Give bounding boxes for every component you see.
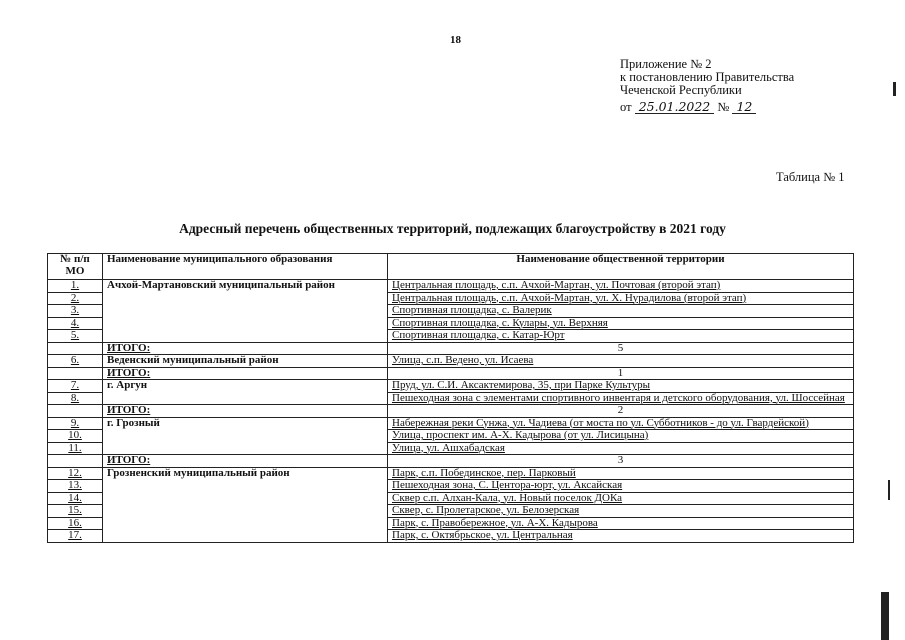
territory-cell: Спортивная площадка, с. Катар-Юрт [388,330,854,343]
total-count: 2 [388,405,854,418]
row-number: 16. [48,517,103,530]
territory-cell: Центральная площадь, с.п. Ачхой-Мартан, ул. Х. Нурадилова (второй этап) [388,292,854,305]
territory-cell: Парк, с. Правобережное, ул. А-Х. Кадырова [388,517,854,530]
total-label: ИТОГО: [103,367,388,380]
row-number: 2. [48,292,103,305]
appendix-line-1: Приложение № 2 [620,57,712,71]
municipality-cell: Веденский муниципальный район [103,355,388,368]
municipality-cell: г. Аргун [103,380,388,405]
appendix-date-line [620,100,794,114]
appendix-line-3: Чеченской Республики [620,83,742,97]
territory-cell: Спортивная площадка, с. Валерик [388,305,854,318]
municipality-cell: Ачхой-Мартановский муниципальный район [103,280,388,343]
date-prefix: от [620,100,632,114]
territory-cell: Сквер с.п. Алхан-Кала, ул. Новый поселок ДОКа [388,492,854,505]
total-empty-cell [48,367,103,380]
territory-cell: Парк, с. Октябрьское, ул. Центральная [388,530,854,543]
table-row [48,467,854,480]
total-label: ИТОГО: [103,455,388,468]
total-label: ИТОГО: [103,405,388,418]
territory-cell: Парк, с.п. Побединское, пер. Парковый [388,467,854,480]
table-header-row [48,254,854,280]
territory-cell: Улица, проспект им. А-Х. Кадырова (от ул. Лисицына) [388,430,854,443]
number-prefix: № [717,100,730,114]
row-number: 6. [48,355,103,368]
row-number: 17. [48,530,103,543]
row-number: 15. [48,505,103,518]
territory-cell: Спортивная площадка, с. Кулары, ул. Верхняя [388,317,854,330]
territory-cell: Пешеходная зона, С. Центора-юрт, ул. Аксайская [388,480,854,493]
row-number: 7. [48,380,103,393]
row-number: 13. [48,480,103,493]
row-number: 14. [48,492,103,505]
row-number: 12. [48,467,103,480]
municipality-cell: Грозненский муниципальный район [103,467,388,542]
total-count: 5 [388,342,854,355]
total-empty-cell [48,455,103,468]
table-row [48,380,854,393]
row-number: 5. [48,330,103,343]
territory-cell: Пруд, ул. С.И. Аксактемирова, 35, при Парке Культуры [388,380,854,393]
handwritten-number: 12 [732,100,756,114]
header-territory: Наименование общественной территории [388,254,854,280]
total-count: 3 [388,455,854,468]
table-row [48,355,854,368]
table-label: Таблица № 1 [776,170,845,184]
territory-cell: Улица, ул. Ашхабадская [388,442,854,455]
handwritten-date: 25.01.2022 [635,100,715,114]
total-row [48,342,854,355]
total-label: ИТОГО: [103,342,388,355]
row-number: 1. [48,280,103,293]
appendix-block [620,58,794,114]
table-row [48,417,854,430]
row-number: 4. [48,317,103,330]
scan-artifact [881,592,889,640]
municipality-cell: г. Грозный [103,417,388,455]
row-number: 10. [48,430,103,443]
scan-artifact [893,82,896,96]
table-row [48,280,854,293]
total-row [48,455,854,468]
appendix-line-2: к постановлению Правительства [620,70,795,84]
total-empty-cell [48,342,103,355]
document-title: Адресный перечень общественных территорий, подлежащих благоустройству в 2021 году [179,221,726,236]
row-number: 3. [48,305,103,318]
scan-artifact [888,480,890,500]
territory-cell: Сквер, с. Пролетарское, ул. Белозерская [388,505,854,518]
total-empty-cell [48,405,103,418]
territory-cell: Пешеходная зона с элементами спортивного инвентаря и детского оборудования, ул. Шоссейная [388,392,854,405]
header-municipality: Наименование муниципального образования [103,254,388,280]
row-number: 11. [48,442,103,455]
territory-cell: Центральная площадь, с.п. Ачхой-Мартан, ул. Почтовая (второй этап) [388,280,854,293]
total-row [48,367,854,380]
total-count: 1 [388,367,854,380]
territory-cell: Набережная реки Сунжа, ул. Чадиева (от моста по ул. Субботников - до ул. Гвардейской) [388,417,854,430]
header-num: № п/п МО [48,254,103,280]
territory-cell: Улица, с.п. Ведено, ул. Исаева [388,355,854,368]
row-number: 8. [48,392,103,405]
page-number: 18 [450,34,461,46]
row-number: 9. [48,417,103,430]
total-row [48,405,854,418]
territory-table [47,253,854,543]
